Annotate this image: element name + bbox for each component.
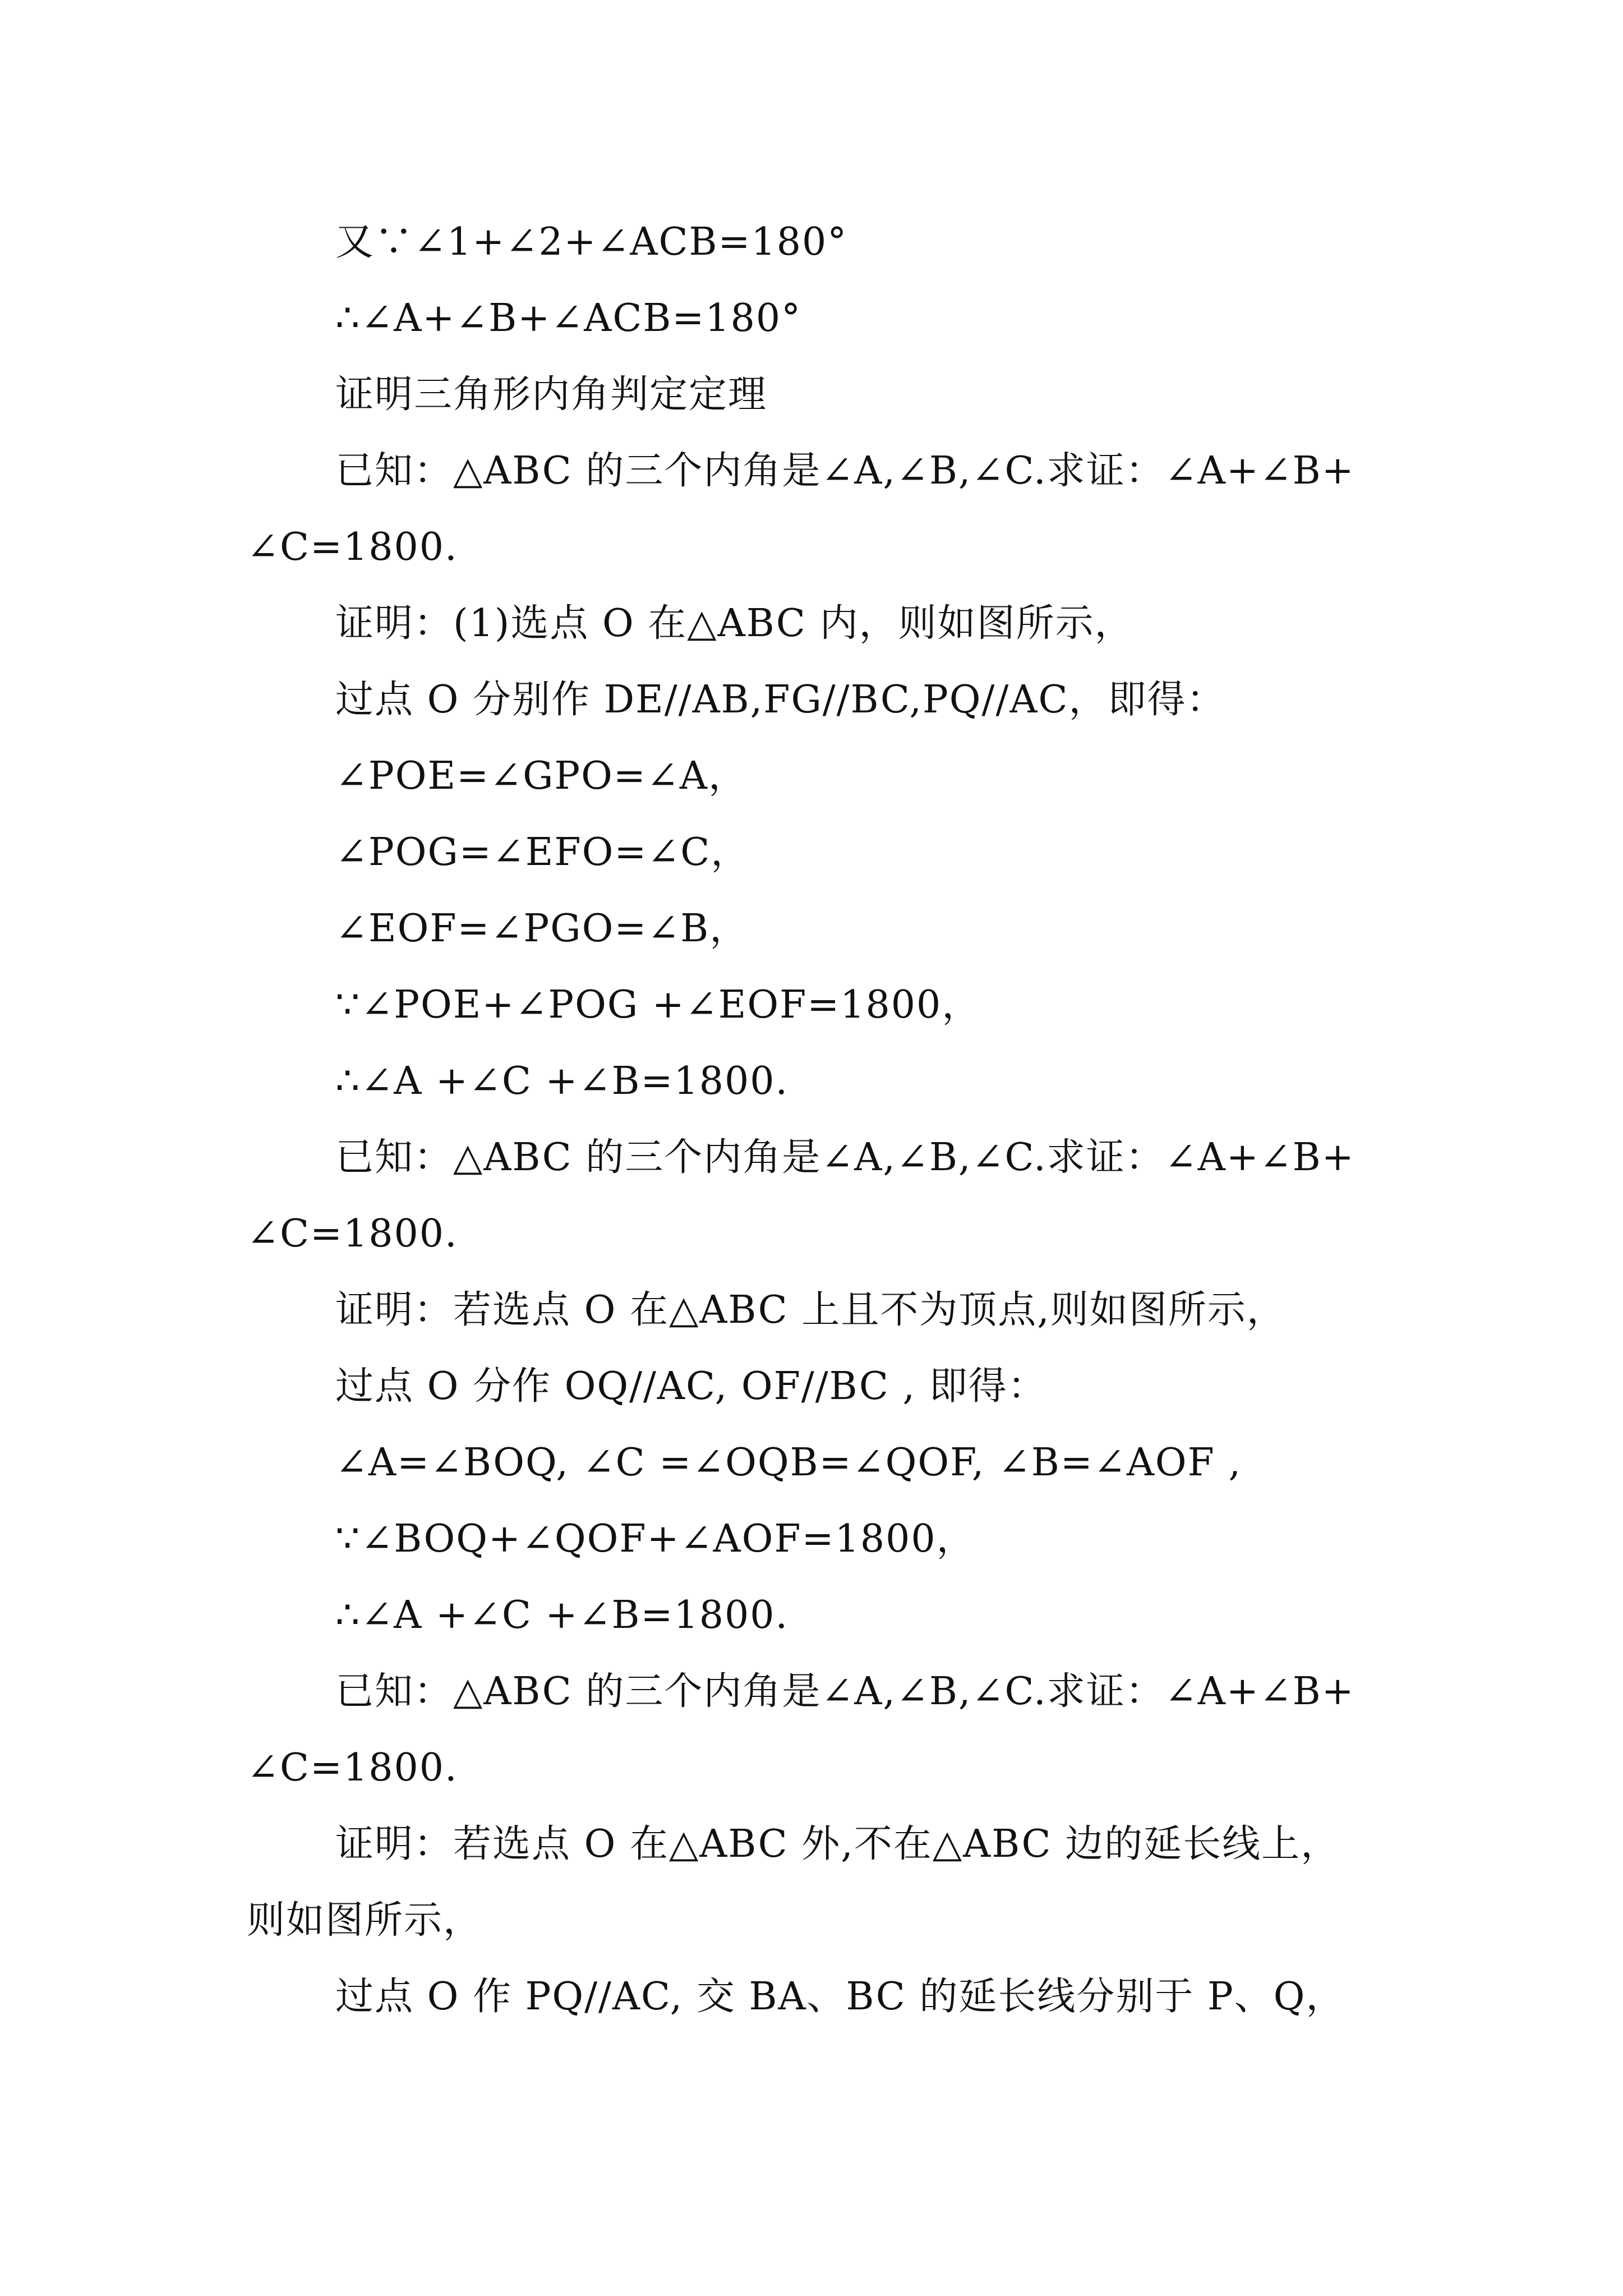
text-line: 证明三角形内角判定定理 [335, 372, 768, 417]
text-line: 已知：△ABC 的三个内角是∠A,∠B,∠C.求证：∠A+∠B+ [335, 449, 1355, 493]
text-line: ∴∠A +∠C +∠B=1800. [335, 1059, 789, 1103]
text-line: ∴∠A +∠C +∠B=1800. [335, 1593, 789, 1637]
text-line: 证明：若选点 O 在△ABC 外,不在△ABC 边的延长线上， [335, 1822, 1340, 1866]
text-line: ∠POG=∠EFO=∠C， [335, 830, 750, 875]
text-line: ∴∠A+∠B+∠ACB=180° [335, 296, 802, 341]
text-line: ∠C=1800. [247, 1212, 458, 1256]
text-line: 过点 O 作 PQ//AC, 交 BA、BC 的延长线分别于 P、Q， [335, 1975, 1345, 2019]
text-line: 又∵∠1+∠2+∠ACB=180° [335, 220, 848, 264]
text-line: 证明：若选点 O 在△ABC 上且不为顶点,则如图所示， [335, 1288, 1286, 1332]
text-line: ∠C=1800. [247, 1746, 458, 1790]
text-line: ∠C=1800. [247, 525, 458, 569]
text-line: 已知：△ABC 的三个内角是∠A,∠B,∠C.求证：∠A+∠B+ [335, 1669, 1355, 1714]
text-line: 则如图所示， [247, 1898, 483, 1943]
text-line: 证明：(1)选点 O 在△ABC 内，则如图所示， [335, 601, 1134, 646]
text-line: ∠EOF=∠PGO=∠B， [335, 907, 749, 951]
text-line: ∠A=∠BOQ, ∠C =∠OQB=∠QOF, ∠B=∠AOF , [335, 1441, 1242, 1485]
text-line: ∵∠BOQ+∠QOF+∠AOF=1800， [335, 1517, 976, 1561]
text-line: 过点 O 分别作 DE//AB,FG//BC,PQ//AC，即得： [335, 678, 1226, 722]
text-line: 已知：△ABC 的三个内角是∠A,∠B,∠C.求证：∠A+∠B+ [335, 1135, 1355, 1180]
text-line: ∠POE=∠GPO=∠A， [335, 754, 748, 798]
text-line: 过点 O 分作 OQ//AC, OF//BC , 即得： [335, 1364, 1047, 1409]
text-line: ∵∠POE+∠POG +∠EOF=1800， [335, 983, 981, 1027]
